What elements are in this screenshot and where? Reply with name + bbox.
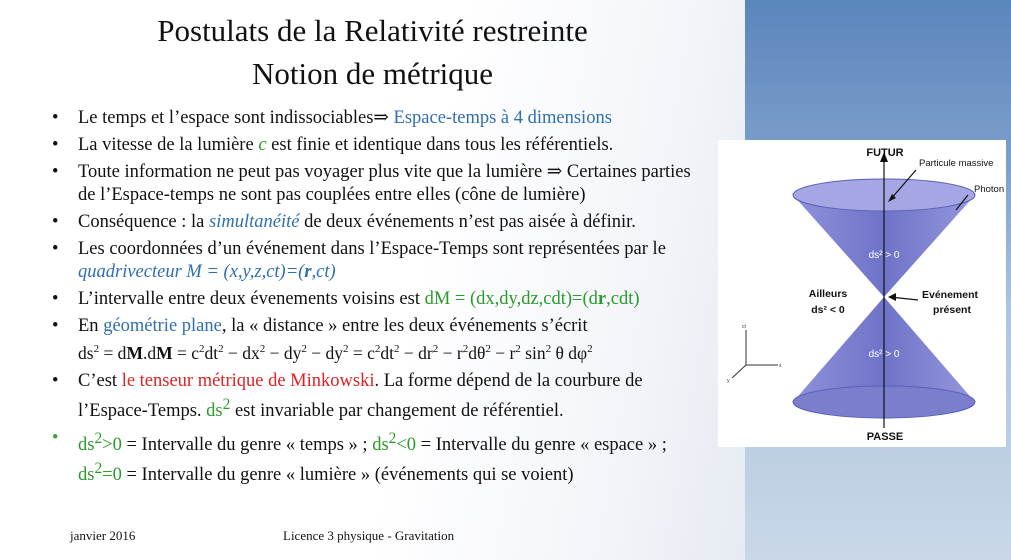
bullet-item: • Le temps et l’espace sont indissociables⇒ Espace-temps à 4 dimensions — [52, 107, 712, 130]
light-cone-diagram — [718, 140, 1006, 447]
implies-symbol: ⇒ — [546, 162, 563, 182]
footer-course: Licence 3 physique - Gravitation — [283, 528, 455, 543]
label-ds-neg: ds² < 0 — [811, 304, 845, 316]
footer-date: janvier 2016 — [70, 528, 136, 543]
label-passe: PASSE — [866, 431, 904, 443]
label-futur: FUTUR — [866, 147, 904, 159]
label-axis-y: y — [727, 378, 730, 384]
label-ds-top: ds² > 0 — [868, 250, 900, 261]
bullet-item: • La vitesse de la lumière c est finie et identique dans tous les référentiels. — [52, 134, 712, 157]
slide-subtitle: Notion de métrique — [251, 56, 494, 91]
bullet-item: • En géométrie plane, la « distance » entre les deux événements s’écrit $ds^2 = dM.dM = c^2dt^2 - dx^2 - dy^2 - dy^2 = c^2dt^2 - dr^2 - r^2d\theta^2 - r^2$ $\sin^2 \theta$ $d\varphi^2$ — [52, 315, 712, 366]
bullet-item: • Les coordonnées d’un événement dans l’Espace-Temps sont représentées par le quadrivecteur M = (x,y,z,ct)=(r,ct) — [52, 238, 712, 284]
bullet-item: • $ds^2>0$ = Intervalle du genre « temps » ; $ds^2<0$ = Intervalle du genre « espace » ; $ds^2=0$ = Intervalle du genre « lumière » (événements qui se voient) — [52, 427, 712, 487]
bullet-item: • Toute information ne peut pas voyager plus vite que la lumière ⇒ Certaines parties de l’Espace-temps ne sont pas couplées entre elles (cône de lumière) — [52, 161, 712, 207]
bullet-item: • Conséquence : la simultanéité de deux événements n’est pas aisée à définir. — [52, 211, 712, 234]
event-arrow-icon — [888, 293, 896, 301]
implies-symbol: ⇒ — [373, 108, 389, 128]
label-ds-bottom: ds² > 0 — [868, 349, 900, 360]
label-photon: Photon — [974, 184, 1005, 195]
metric-equation: $ds^2 = dM.dM = c^2dt^2 - dx^2 - dy^2 - dy^2 = c^2dt^2 - dr^2 - r^2d\theta^2 - r^2$ $\sin^2 \theta$ $d\varphi^2$ — [78, 342, 593, 363]
label-present: présent — [933, 304, 971, 316]
label-axis-ct: ct — [742, 324, 746, 330]
light-cone-svg — [718, 140, 1006, 447]
label-particule: Particule massive — [919, 158, 994, 169]
label-evenement: Evénement — [921, 289, 979, 301]
bullet-item: • L’intervalle entre deux évenements voisins est dM = (dx,dy,dz,cdt)=(dr,cdt) — [52, 288, 712, 311]
label-axis-x: x — [779, 363, 782, 369]
bullet-list — [52, 107, 712, 491]
mini-axis-y — [732, 365, 746, 378]
label-ailleurs: Ailleurs — [808, 288, 848, 300]
slide-title: Postulats de la Relativité restreinte — [157, 13, 588, 48]
bullet-item: • C’est le tenseur métrique de Minkowski. La forme dépend de la courbure de l’Espace-Temps. $ds^2$ est invariable par changement de référentiel. — [52, 370, 712, 423]
